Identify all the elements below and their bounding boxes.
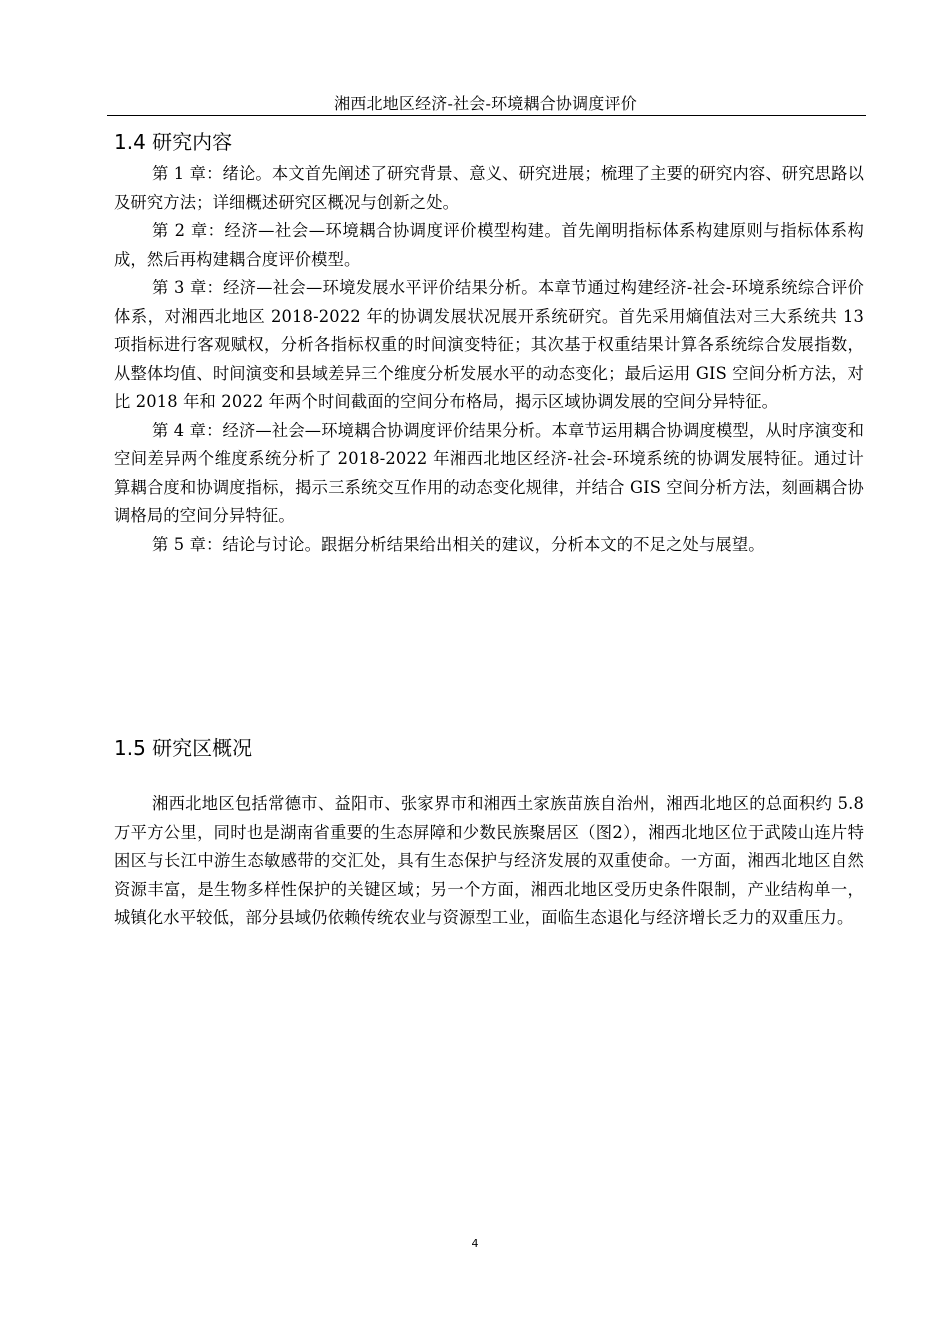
paragraph-chapter-5: 第 5 章：结论与讨论。跟据分析结果给出相关的建议，分析本文的不足之处与展望。 [152,534,765,554]
paragraph-chapter-2: 第 2 章：经济—社会—环境耦合协调度评价模型构建。首先阐明指标体系构建原则与指标体系构成，然后再构建耦合度评价模型。 [114,221,864,269]
section-heading-1-5: 1.5 研究区概况 [114,736,253,760]
section-1-4-body [114,160,864,559]
paragraph-chapter-4: 第 4 章：经济—社会—环境耦合协调度评价结果分析。本章节运用耦合协调度模型，从时序演变和空间差异两个维度系统分析了 2018-2022 年湘西北地区经济-社会-环境系统的协调发展特征。通过计算耦合度和协调度指标，揭示三系统交互作用的动态变化规律，并结合 GIS 空间分析方法，刻画耦合协调格局的空间分异特征。 [114,420,864,525]
paragraph-chapter-3: 第 3 章：经济—社会—环境发展水平评价结果分析。本章节通过构建经济-社会-环境系统综合评价体系，对湘西北地区 2018-2022 年的协调发展状况展开系统研究。首先采用熵值法对三大系统共 13 项指标进行客观赋权，分析各指标权重的时间演变特征；其次基于权重结果计算各系统综合发展指数，从整体均值、时间演变和县域差异三个维度分析发展水平的动态变化；最后运用 GIS 空间分析方法，对比 2018 年和 2022 年两个时间截面的空间分布格局，揭示区域协调发展的空间分异特征。 [114,278,864,411]
section-1-5-body [114,790,864,933]
paragraph-study-area: 湘西北地区包括常德市、益阳市、张家界市和湘西土家族苗族自治州，湘西北地区的总面积约 5.8 万平方公里，同时也是湖南省重要的生态屏障和少数民族聚居区（图2），湘西北地区位于武陵山连片特困区与长江中游生态敏感带的交汇处，具有生态保护与经济发展的双重使命。一方面，湘西北地区自然资源丰富，是生物多样性保护的关键区域；另一个方面，湘西北地区受历史条件限制，产业结构单一，城镇化水平较低，部分县域仍依赖传统农业与资源型工业，面临生态退化与经济增长乏力的双重压力。 [114,794,864,927]
header-rule [107,115,866,116]
paragraph-chapter-1: 第 1 章：绪论。本文首先阐述了研究背景、意义、研究进展；梳理了主要的研究内容、研究思路以及研究方法；详细概述研究区概况与创新之处。 [114,164,864,212]
running-header: 湘西北地区经济-社会-环境耦合协调度评价 [334,94,637,113]
section-heading-1-4: 1.4 研究内容 [114,130,233,154]
page-number: 4 [471,1237,479,1250]
